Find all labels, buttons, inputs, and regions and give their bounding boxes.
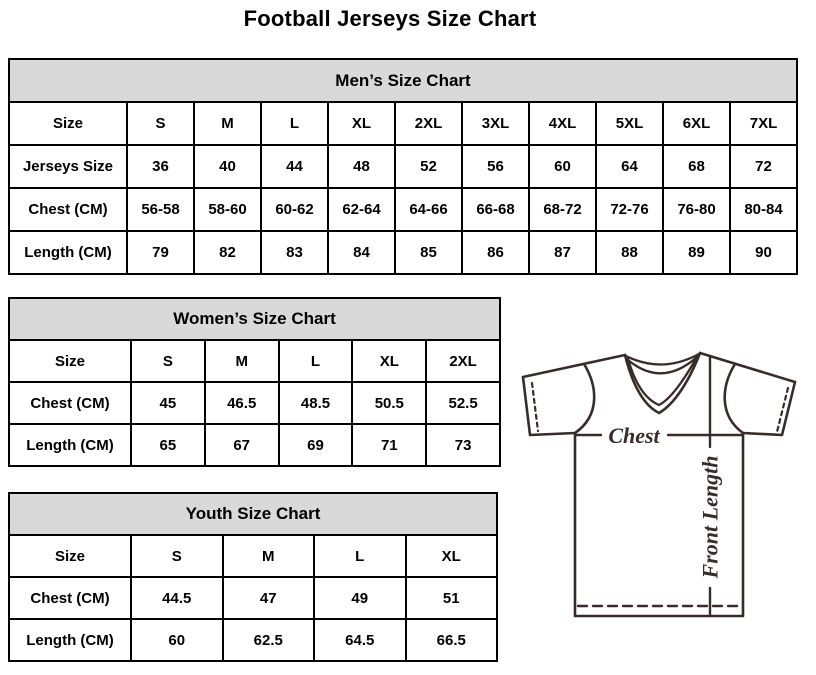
men-table-row [9, 145, 797, 188]
men-value-cell: 83 [261, 231, 328, 274]
men-value-cell: 48 [328, 145, 395, 188]
men-value-cell: 87 [529, 231, 596, 274]
men-value-cell: 44 [261, 145, 328, 188]
youth-value-cell: XL [406, 535, 498, 577]
women-table-row [9, 424, 500, 466]
men-value-cell: 84 [328, 231, 395, 274]
jersey-measurement-diagram [505, 335, 816, 665]
men-value-cell: 2XL [395, 102, 462, 145]
men-value-cell: 66-68 [462, 188, 529, 231]
men-value-cell: 89 [663, 231, 730, 274]
women-value-cell: 45 [131, 382, 205, 424]
men-value-cell: 82 [194, 231, 261, 274]
men-table-title: Men’s Size Chart [9, 59, 797, 102]
men-value-cell: 4XL [529, 102, 596, 145]
men-row-label: Length (CM) [9, 231, 127, 274]
women-value-cell: XL [352, 340, 426, 382]
youth-row-label: Size [9, 535, 131, 577]
men-value-cell: 6XL [663, 102, 730, 145]
front-length-label: Front Length [697, 455, 723, 579]
men-value-cell: 56-58 [127, 188, 194, 231]
youth-value-cell: 51 [406, 577, 498, 619]
youth-value-cell: 66.5 [406, 619, 498, 661]
men-table-row [9, 231, 797, 274]
women-value-cell: 69 [279, 424, 353, 466]
women-value-cell: 52.5 [426, 382, 500, 424]
men-value-cell: L [261, 102, 328, 145]
youth-table-row [9, 619, 497, 661]
women-value-cell: 71 [352, 424, 426, 466]
youth-size-table [8, 492, 498, 662]
youth-value-cell: 64.5 [314, 619, 406, 661]
women-value-cell: 67 [205, 424, 279, 466]
youth-row-label: Length (CM) [9, 619, 131, 661]
men-value-cell: 80-84 [730, 188, 797, 231]
youth-table-row [9, 577, 497, 619]
men-row-label: Size [9, 102, 127, 145]
women-value-cell: M [205, 340, 279, 382]
men-value-cell: 62-64 [328, 188, 395, 231]
women-value-cell: 48.5 [279, 382, 353, 424]
men-value-cell: 86 [462, 231, 529, 274]
women-value-cell: 46.5 [205, 382, 279, 424]
men-table-row [9, 102, 797, 145]
men-value-cell: 5XL [596, 102, 663, 145]
men-row-label: Chest (CM) [9, 188, 127, 231]
women-table-row [9, 382, 500, 424]
men-value-cell: S [127, 102, 194, 145]
jersey-right-armhole-seam [725, 364, 743, 433]
men-value-cell: XL [328, 102, 395, 145]
youth-table-row [9, 535, 497, 577]
men-value-cell: 7XL [730, 102, 797, 145]
women-value-cell: 65 [131, 424, 205, 466]
men-value-cell: 90 [730, 231, 797, 274]
men-value-cell: 56 [462, 145, 529, 188]
youth-value-cell: 47 [223, 577, 315, 619]
men-value-cell: 40 [194, 145, 261, 188]
women-value-cell: 73 [426, 424, 500, 466]
mens-size-table [8, 58, 798, 275]
youth-value-cell: 44.5 [131, 577, 223, 619]
men-value-cell: M [194, 102, 261, 145]
men-value-cell: 64-66 [395, 188, 462, 231]
men-value-cell: 36 [127, 145, 194, 188]
women-row-label: Chest (CM) [9, 382, 131, 424]
women-value-cell: S [131, 340, 205, 382]
jersey-left-armhole-seam [575, 364, 594, 433]
jersey-right-shoulder [700, 353, 795, 382]
men-value-cell: 3XL [462, 102, 529, 145]
men-value-cell: 60 [529, 145, 596, 188]
women-value-cell: 50.5 [352, 382, 426, 424]
chest-label: Chest [608, 423, 660, 448]
youth-value-cell: 49 [314, 577, 406, 619]
jersey-left-shoulder [523, 355, 625, 377]
jersey-left-sleeve [523, 377, 575, 435]
men-value-cell: 52 [395, 145, 462, 188]
men-row-label: Jerseys Size [9, 145, 127, 188]
men-value-cell: 72 [730, 145, 797, 188]
men-value-cell: 85 [395, 231, 462, 274]
men-value-cell: 88 [596, 231, 663, 274]
youth-value-cell: 62.5 [223, 619, 315, 661]
women-row-label: Length (CM) [9, 424, 131, 466]
women-value-cell: 2XL [426, 340, 500, 382]
men-value-cell: 60-62 [261, 188, 328, 231]
men-value-cell: 58-60 [194, 188, 261, 231]
women-table-title: Women’s Size Chart [9, 298, 500, 340]
youth-value-cell: S [131, 535, 223, 577]
women-value-cell: L [279, 340, 353, 382]
men-table-row [9, 188, 797, 231]
men-value-cell: 68 [663, 145, 730, 188]
jersey-left-cuff-dashed-line [532, 383, 538, 431]
jersey-right-cuff-dashed-line [777, 388, 788, 432]
page-title: Football Jerseys Size Chart [243, 6, 537, 31]
men-value-cell: 72-76 [596, 188, 663, 231]
jersey-diagram-svg [505, 335, 816, 665]
men-value-cell: 68-72 [529, 188, 596, 231]
youth-row-label: Chest (CM) [9, 577, 131, 619]
youth-value-cell: M [223, 535, 315, 577]
youth-value-cell: 60 [131, 619, 223, 661]
youth-table-title: Youth Size Chart [9, 493, 497, 535]
youth-value-cell: L [314, 535, 406, 577]
womens-size-table [8, 297, 501, 467]
men-value-cell: 64 [596, 145, 663, 188]
men-value-cell: 79 [127, 231, 194, 274]
men-value-cell: 76-80 [663, 188, 730, 231]
women-table-row [9, 340, 500, 382]
jersey-outline [523, 353, 795, 616]
women-row-label: Size [9, 340, 131, 382]
